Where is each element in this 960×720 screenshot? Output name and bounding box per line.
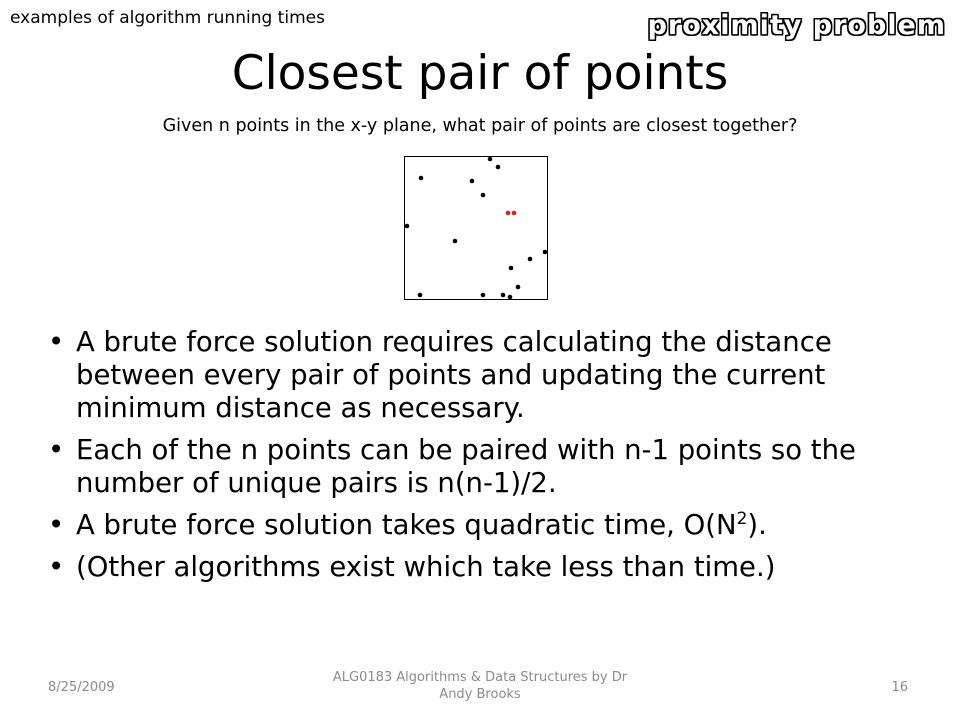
point	[501, 293, 506, 298]
point	[508, 295, 513, 300]
slide-subtitle: Given n points in the x-y plane, what pair of points are closest together?	[162, 116, 798, 136]
section-label: examples of algorithm running times	[10, 8, 325, 28]
slide-title: Closest pair of points	[231, 46, 729, 101]
bullet-text-end: ).	[747, 509, 767, 541]
bullet-text: A brute force solution takes quadratic time, O(N	[76, 509, 737, 541]
footer-date: 8/25/2009	[48, 680, 115, 695]
closest-pair-point	[506, 211, 511, 216]
point	[418, 293, 423, 298]
bullet-item	[48, 509, 938, 542]
exponent: 2	[736, 509, 748, 529]
bullet-list	[48, 326, 938, 593]
bullet-item	[48, 551, 938, 584]
point	[481, 193, 486, 198]
topic-banner: proximity problem	[647, 10, 946, 41]
point	[488, 157, 493, 162]
bullet-text: A brute force solution requires calculating the distance between every pair of points and updating the current minimum distance as necessary.	[76, 326, 832, 424]
point	[543, 250, 548, 255]
bullet-marker: •	[48, 326, 65, 358]
figure-frame	[405, 157, 548, 300]
closest-pair-point	[512, 211, 517, 216]
footer-page-number: 16	[891, 680, 908, 695]
bullet-marker: •	[48, 509, 65, 541]
point	[528, 257, 533, 262]
point	[405, 224, 410, 229]
footer-course: ALG0183 Algorithms & Data Structures by Dr Andy Brooks	[332, 670, 628, 702]
bullet-marker: •	[48, 551, 65, 583]
point	[496, 165, 501, 170]
point	[509, 266, 514, 271]
point	[481, 293, 486, 298]
point-scatter-figure	[404, 156, 548, 300]
bullet-text: Each of the n points can be paired with n-1 points so the number of unique pairs is n(n-1)/2.	[76, 434, 856, 499]
point	[470, 179, 475, 184]
bullet-item	[48, 434, 938, 500]
bullet-text: (Other algorithms exist which take less than time.)	[76, 551, 776, 583]
bullet-item	[48, 326, 938, 425]
point	[419, 176, 424, 181]
point	[516, 285, 521, 290]
point	[453, 239, 458, 244]
bullet-marker: •	[48, 434, 65, 466]
